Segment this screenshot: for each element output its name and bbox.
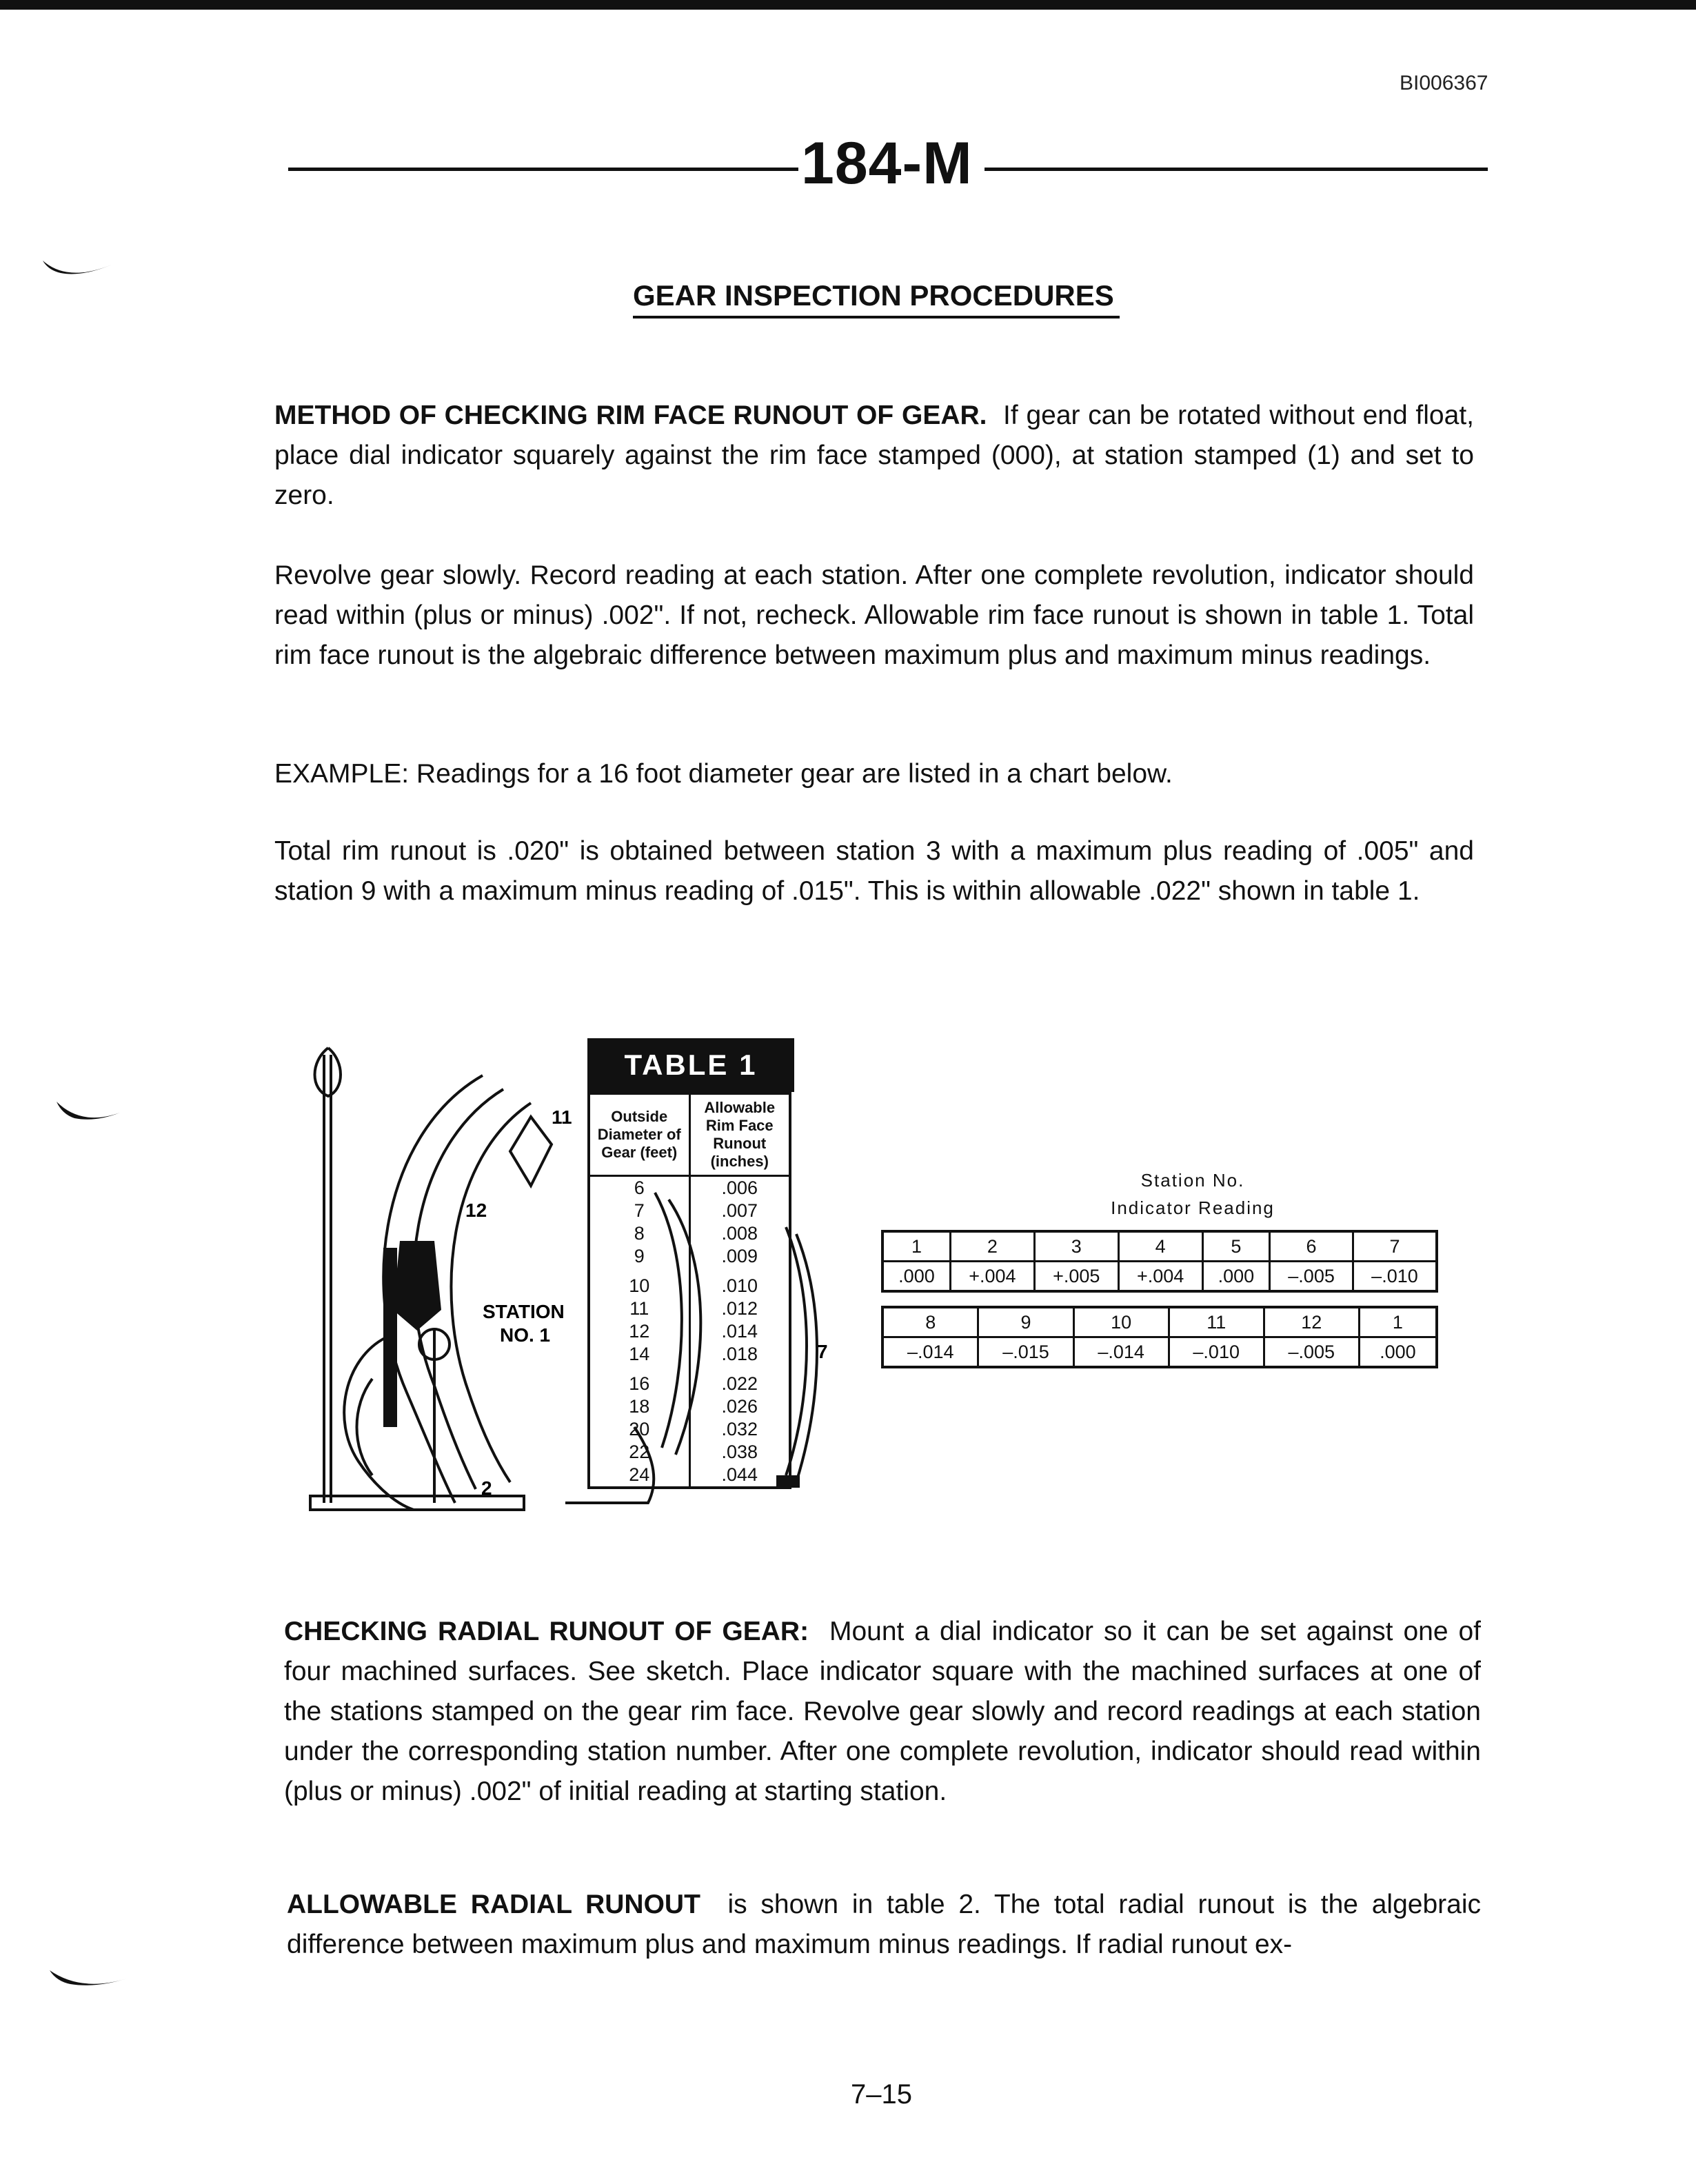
diameter-cell: 16 [589, 1366, 689, 1395]
runout-cell: .032 [689, 1418, 790, 1441]
station-caption: Station No. [1140, 1170, 1245, 1191]
indicator-reading-cell: –.005 [1264, 1337, 1359, 1368]
table-row [589, 1366, 790, 1395]
sketch-label-11: 11 [552, 1106, 572, 1128]
allowable-heading: ALLOWABLE RADIAL RUNOUT [287, 1890, 700, 1919]
reading-row [882, 1337, 1437, 1368]
runout-cell: .010 [689, 1268, 790, 1297]
page-number: 7–15 [851, 2079, 912, 2110]
station-number-cell: 2 [950, 1231, 1034, 1262]
indicator-reading-cell: –.010 [1169, 1337, 1264, 1368]
table-1-title: TABLE 1 [587, 1038, 794, 1092]
table-row [589, 1297, 790, 1320]
rim-face-heading: METHOD OF CHECKING RIM FACE RUNOUT OF GEAR. [274, 401, 987, 430]
table-row [589, 1418, 790, 1441]
table-row [589, 1320, 790, 1343]
table-1-header-diameter: Outside Diameter of Gear (feet) [589, 1093, 689, 1176]
station-number-cell: 9 [978, 1307, 1073, 1337]
table-row [589, 1464, 790, 1488]
station-number-cell: 7 [1353, 1231, 1437, 1262]
indicator-reading-cell: –.005 [1270, 1262, 1353, 1292]
section-title: GEAR INSPECTION PROCEDURES [633, 279, 1114, 312]
station-number-cell: 5 [1202, 1231, 1270, 1262]
table-1 [587, 1038, 794, 1489]
rim-face-paragraph [274, 396, 1474, 516]
diameter-cell: 7 [589, 1200, 689, 1222]
indicator-reading-cell: .000 [1359, 1337, 1437, 1368]
radial-heading: CHECKING RADIAL RUNOUT OF GEAR: [284, 1617, 809, 1646]
indicator-reading-cell: –.014 [882, 1337, 978, 1368]
binder-mark-icon [47, 1965, 130, 1999]
title-rule-left [288, 168, 798, 171]
table-row [589, 1200, 790, 1222]
section-title-underline [633, 316, 1120, 318]
allowable-paragraph [287, 1885, 1481, 1965]
station-number-cell: 11 [1169, 1307, 1264, 1337]
diameter-cell: 18 [589, 1395, 689, 1418]
runout-cell: .012 [689, 1297, 790, 1320]
diameter-cell: 12 [589, 1320, 689, 1343]
sketch-label-7: 7 [817, 1341, 828, 1362]
diameter-cell: 6 [589, 1176, 689, 1200]
sketch-label-2: 2 [481, 1477, 492, 1499]
station-row [882, 1307, 1437, 1337]
sketch-label-station-no: NO. 1 [500, 1324, 551, 1346]
radial-paragraph [284, 1612, 1481, 1812]
station-table-b [881, 1306, 1438, 1368]
runout-cell: .007 [689, 1200, 790, 1222]
runout-cell: .026 [689, 1395, 790, 1418]
table-row [589, 1395, 790, 1418]
indicator-reading-cell: +.004 [1118, 1262, 1202, 1292]
indicator-reading-cell: –.010 [1353, 1262, 1437, 1292]
table-row [589, 1245, 790, 1268]
runout-cell: .014 [689, 1320, 790, 1343]
runout-cell: .038 [689, 1441, 790, 1464]
indicator-reading-cell: .000 [882, 1262, 950, 1292]
diameter-cell: 24 [589, 1464, 689, 1488]
table-row [589, 1222, 790, 1245]
top-border [0, 0, 1696, 10]
indicator-reading-cell: +.005 [1034, 1262, 1118, 1292]
indicator-reading-cell: +.004 [950, 1262, 1034, 1292]
station-number-cell: 4 [1118, 1231, 1202, 1262]
table-row [589, 1441, 790, 1464]
table-row [589, 1343, 790, 1366]
diameter-cell: 10 [589, 1268, 689, 1297]
runout-cell: .009 [689, 1245, 790, 1268]
station-number-cell: 10 [1073, 1307, 1169, 1337]
station-table-a [881, 1230, 1438, 1293]
indicator-reading-cell: –.015 [978, 1337, 1073, 1368]
runout-cell: .022 [689, 1366, 790, 1395]
runout-cell: .006 [689, 1176, 790, 1200]
table-1-grid [587, 1092, 791, 1489]
table-row [589, 1176, 790, 1200]
sketch-label-12: 12 [465, 1200, 487, 1221]
station-number-cell: 12 [1264, 1307, 1359, 1337]
runout-cell: .008 [689, 1222, 790, 1245]
diameter-cell: 11 [589, 1297, 689, 1320]
diameter-cell: 20 [589, 1418, 689, 1441]
table-1-header-runout: Allowable Rim Face Runout (inches) [689, 1093, 790, 1176]
allowable-body: is shown in table 2. The total radial runout is the algebraic difference between maximum plus and maximum minus readings. If radial runout ex- [287, 1890, 1481, 1959]
station-number-cell: 6 [1270, 1231, 1353, 1262]
example-paragraph: EXAMPLE: Readings for a 16 foot diameter gear are listed in a chart below. [274, 759, 1173, 789]
table-row [589, 1268, 790, 1297]
indicator-reading-cell: .000 [1202, 1262, 1270, 1292]
diameter-cell: 14 [589, 1343, 689, 1366]
station-number-cell: 1 [1359, 1307, 1437, 1337]
binder-mark-icon [54, 1096, 123, 1138]
binder-mark-icon [40, 255, 116, 290]
diameter-cell: 22 [589, 1441, 689, 1464]
runout-cell: .044 [689, 1464, 790, 1488]
station-number-cell: 8 [882, 1307, 978, 1337]
radial-body: Mount a dial indicator so it can be set against one of four machined surfaces. See sketch. Place indicator square with the machined surfaces at one of the stations stamped on the gear rim face. Revolve gear slowly and record readings at each station under the corresponding station number. After one complete revolution, indicator should read within (plus or minus) .002" of initial reading at starting station. [284, 1617, 1481, 1806]
indicator-reading-cell: –.014 [1073, 1337, 1169, 1368]
document-id: BI006367 [1400, 72, 1488, 94]
diameter-cell: 8 [589, 1222, 689, 1245]
title-rule-right [985, 168, 1488, 171]
rim-face-body: If gear can be rotated without end float, place dial indicator squarely against the rim face stamped (000), at station stamped (1) and set to zero. [274, 401, 1474, 510]
sketch-label-station: STATION [483, 1301, 565, 1322]
reading-row [882, 1262, 1437, 1292]
station-number-cell: 1 [882, 1231, 950, 1262]
station-number-cell: 3 [1034, 1231, 1118, 1262]
page-title: 184-M [801, 130, 973, 196]
revolve-paragraph: Revolve gear slowly. Record reading at each station. After one complete revolution, indicator should read within (plus or minus) .002". If not, recheck. Allowable rim face runout is shown in table 1. Total rim face runout is the algebraic difference between maximum plus and maximum minus readings. [274, 560, 1474, 670]
runout-cell: .018 [689, 1343, 790, 1366]
indicator-caption: Indicator Reading [1111, 1197, 1275, 1218]
diameter-cell: 9 [589, 1245, 689, 1268]
total-runout-paragraph: Total rim runout is .020" is obtained between station 3 with a maximum plus reading of .005" and station 9 with a maximum minus reading of .015". This is within allowable .022" shown in table 1. [274, 836, 1474, 906]
station-row [882, 1231, 1437, 1262]
table-1-body [589, 1176, 790, 1488]
